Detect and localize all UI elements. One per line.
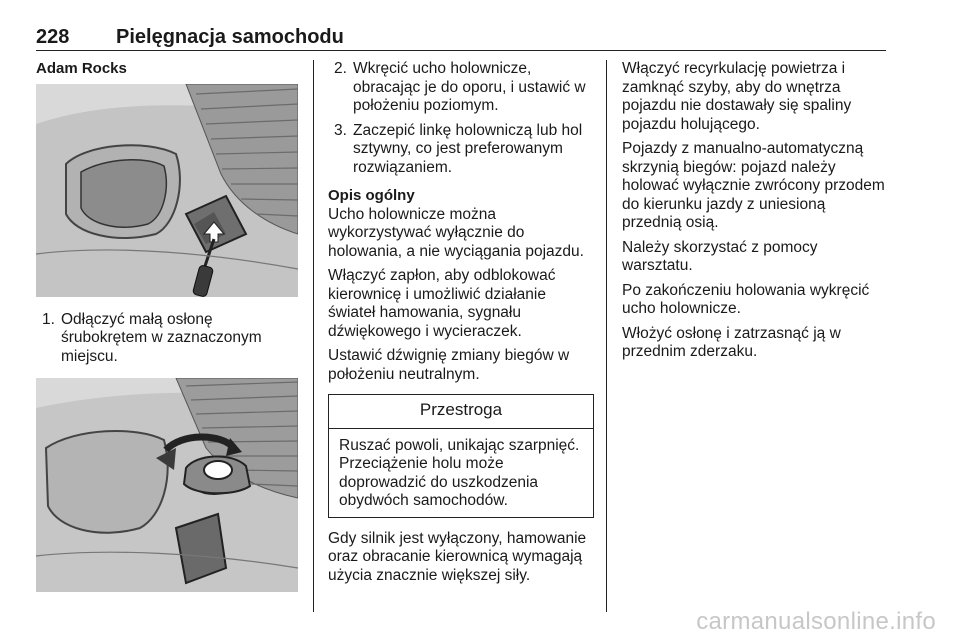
step-3-text: Zaczepić linkę holowniczą lub hol sztywny, co jest preferowanym rozwiązaniem. <box>353 121 583 176</box>
paragraph-automated-gearbox: Pojazdy z manualno-automatyczną skrzynią biegów: pojazd należy holować wyłącznie zwrócony przodem do kierunku jazdy z uniesioną przednią osią. <box>622 140 885 231</box>
step-3-number: 3. <box>334 121 347 139</box>
step-2-text: Wkręcić ucho holownicze, obracając je do oporu, i ustawić w położeniu poziomym. <box>353 60 586 114</box>
caution-text: Ruszać powoli, unikając szarpnięć. Przeciążenie holu może doprowadzić do uszkodzenia obydwóch samochodów. <box>339 436 580 509</box>
step-1-text: Odłączyć małą osłonę śrubokrętem w zaznaczonym miejscu. <box>61 310 262 365</box>
header-rule <box>36 50 886 51</box>
paragraph-remove-eye: Po zakończeniu holowania wykręcić ucho holownicze. <box>622 281 870 317</box>
paragraph-engine-off: Gdy silnik jest wyłączony, hamowanie oraz obracanie kierownicą wymagają użycia znacznie większej siły. <box>328 529 587 584</box>
section-heading-adam-rocks: Adam Rocks <box>36 60 127 77</box>
step-1-number: 1. <box>42 310 55 328</box>
page-title: Pielęgnacja samochodu <box>116 26 344 48</box>
illustration-remove-cover <box>36 84 298 297</box>
bumper-cover-drawing <box>36 84 298 297</box>
paragraph-refit-cover: Włożyć osłonę i zatrzasnąć ją w przednim zderzaku. <box>622 324 841 360</box>
step-2 <box>328 60 594 116</box>
towing-eye-drawing <box>36 378 298 592</box>
page-number: 228 <box>36 26 70 48</box>
column-2 <box>328 60 594 591</box>
column-divider-2 <box>606 60 607 612</box>
paragraph-workshop: Należy skorzystać z pomocy warsztatu. <box>622 238 818 274</box>
caution-title: Przestroga <box>329 395 593 429</box>
paragraph-neutral-gear: Ustawić dźwignię zmiany biegów w położeniu neutralnym. <box>328 347 570 383</box>
step-3 <box>328 122 594 178</box>
step-1 <box>36 311 298 367</box>
step-2-number: 2. <box>334 60 347 77</box>
paragraph-towing-eye-use: Ucho holownicze można wykorzystywać wyłącznie do holowania, a nie wyciągania pojazdu. <box>328 205 584 260</box>
column-divider-1 <box>313 60 314 612</box>
paragraph-ignition: Włączyć zapłon, aby odblokować kierownicę i umożliwić działanie świateł hamowania, sygnału dźwiękowego i wycieraczek. <box>328 267 556 340</box>
paragraph-recirculation: Włączyć recyrkulację powietrza i zamknąć szyby, aby do wnętrza pojazdu nie dostawały się spaliny pojazdu holującego. <box>622 60 852 133</box>
illustration-screw-towing-eye <box>36 378 298 592</box>
column-1 <box>36 60 298 592</box>
caution-box <box>328 394 594 518</box>
section-heading-general: Opis ogólny <box>328 187 415 204</box>
column-3 <box>622 60 886 368</box>
watermark: carmanualsonline.info <box>696 608 936 635</box>
